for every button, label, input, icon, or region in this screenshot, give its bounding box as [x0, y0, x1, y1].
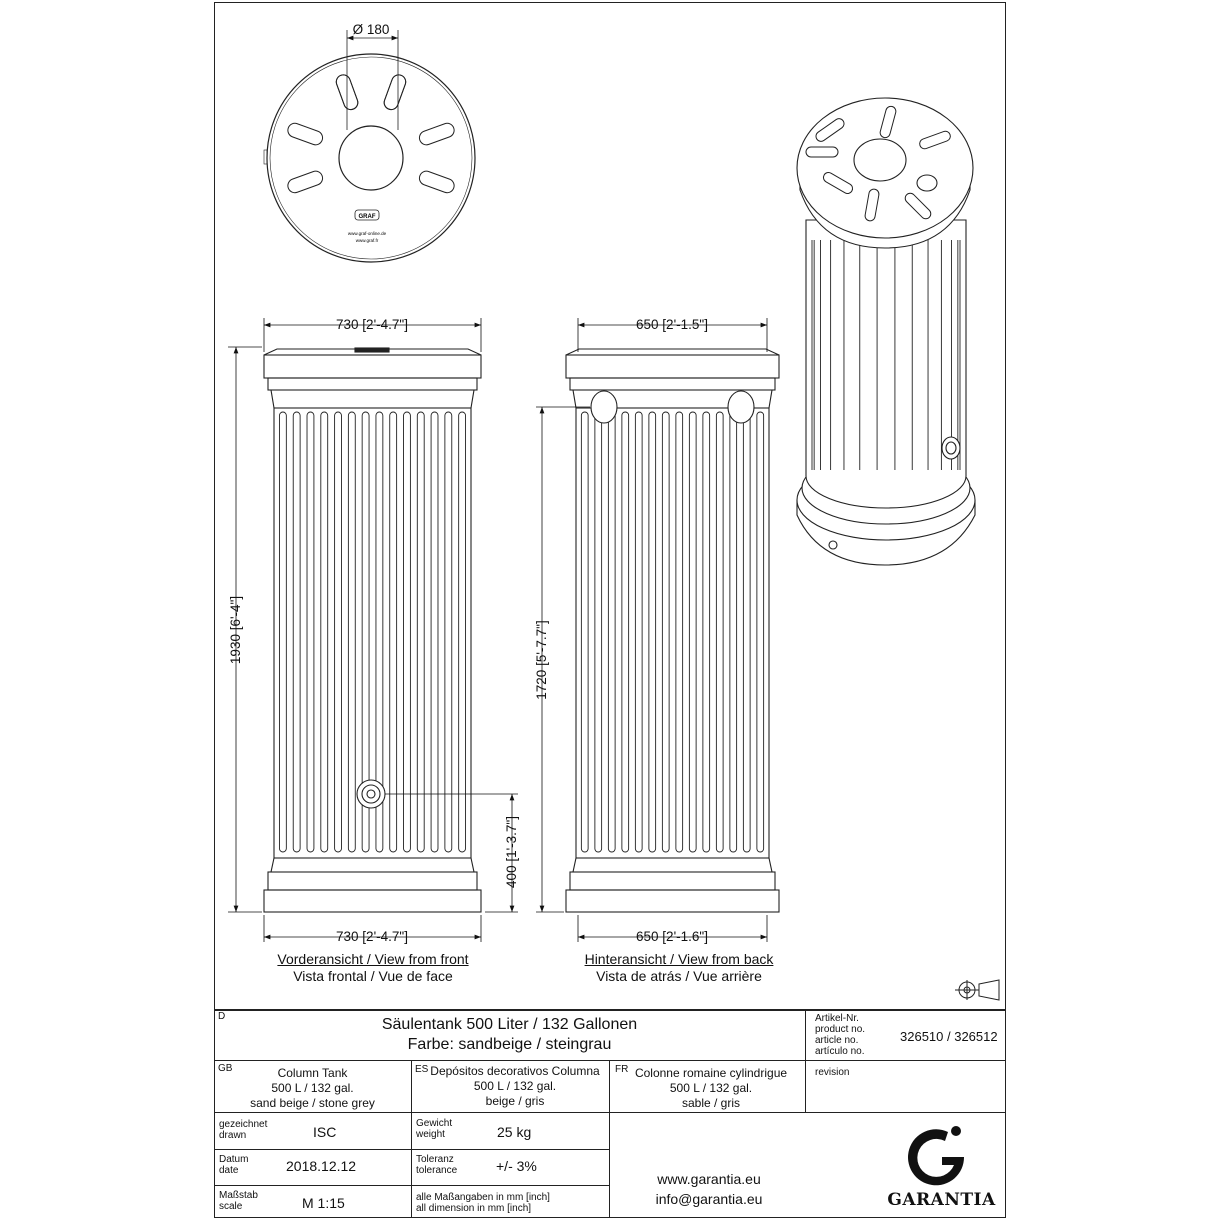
title-block	[214, 1009, 1006, 1218]
back-view-caption: Hinteransicht / View from back Vista de atrás / Vue arrière	[584, 951, 774, 984]
lang-code-de: D	[218, 1011, 226, 1022]
contact-info	[609, 1169, 809, 1209]
scale-label: Maßstab scale	[219, 1190, 258, 1212]
lang-code-gb: GB	[218, 1063, 233, 1074]
article-number-labels: Artikel-Nr. product no. article no. artículo no.	[815, 1013, 866, 1057]
isometric-view-column	[797, 98, 975, 565]
lid-url-1: www.graf-online.de	[347, 231, 387, 236]
front-dim-outlet-height: 400 [1'-3.7"]	[504, 816, 519, 888]
email-link[interactable]: info@garantia.eu	[655, 1191, 763, 1207]
revision-label: revision	[815, 1067, 850, 1078]
drawn-label: gezeichnet drawn	[219, 1119, 268, 1141]
lang-code-fr: FR	[615, 1064, 629, 1075]
back-dim-top-width: 650 [2'-1.5"]	[636, 317, 708, 332]
es-description: Depósitos decorativos Columna 500 L / 132 gal. beige / gris	[430, 1064, 600, 1108]
article-number-value: 326510 / 326512	[900, 1029, 998, 1044]
drawn-value: ISC	[313, 1124, 337, 1140]
tolerance-value: +/- 3%	[496, 1158, 537, 1174]
back-view-column	[566, 349, 779, 912]
date-label: Datum date	[219, 1154, 249, 1176]
lang-code-es: ES	[415, 1064, 429, 1075]
back-dim-height: 1720 [5'-7.7"]	[534, 620, 549, 700]
front-dim-bottom-width: 730 [2'-4.7"]	[336, 929, 408, 944]
front-dim-top-width: 730 [2'-4.7"]	[336, 317, 408, 332]
front-dim-height: 1930 [6'-4"]	[228, 595, 243, 665]
garantia-logo-icon	[904, 1119, 974, 1189]
front-view-caption: Vorderansicht / View from front Vista frontal / Vue de face	[277, 951, 469, 984]
dim-diameter: Ø 180	[352, 22, 390, 37]
brand-name: GARANTIA	[887, 1190, 996, 1210]
front-view-column	[264, 348, 481, 912]
drawing-title: Säulentank 500 Liter / 132 Gallonen Farbe: sandbeige / steingrau	[381, 1016, 638, 1053]
lid-logo: GRAF	[358, 214, 376, 220]
date-value: 2018.12.12	[286, 1158, 357, 1174]
projection-symbol	[955, 980, 999, 1000]
fr-description: Colonne romaine cylindrigue 500 L / 132 gal. sable / gris	[634, 1066, 788, 1110]
scale-value: M 1:15	[302, 1195, 345, 1211]
top-view-lid	[264, 30, 475, 262]
back-dim-bottom-width: 650 [2'-1.6"]	[636, 929, 708, 944]
tolerance-label: Toleranz tolerance	[416, 1154, 458, 1176]
lid-url-2: www.graf.fr	[355, 238, 379, 243]
weight-label: Gewicht weight	[416, 1118, 453, 1140]
gb-description: Column Tank 500 L / 132 gal. sand beige / stone grey	[250, 1066, 375, 1110]
dimension-note: alle Maßangaben in mm [inch] all dimension in mm [inch]	[416, 1192, 550, 1214]
weight-value: 25 kg	[497, 1124, 532, 1140]
website-link[interactable]: www.garantia.eu	[657, 1171, 761, 1187]
